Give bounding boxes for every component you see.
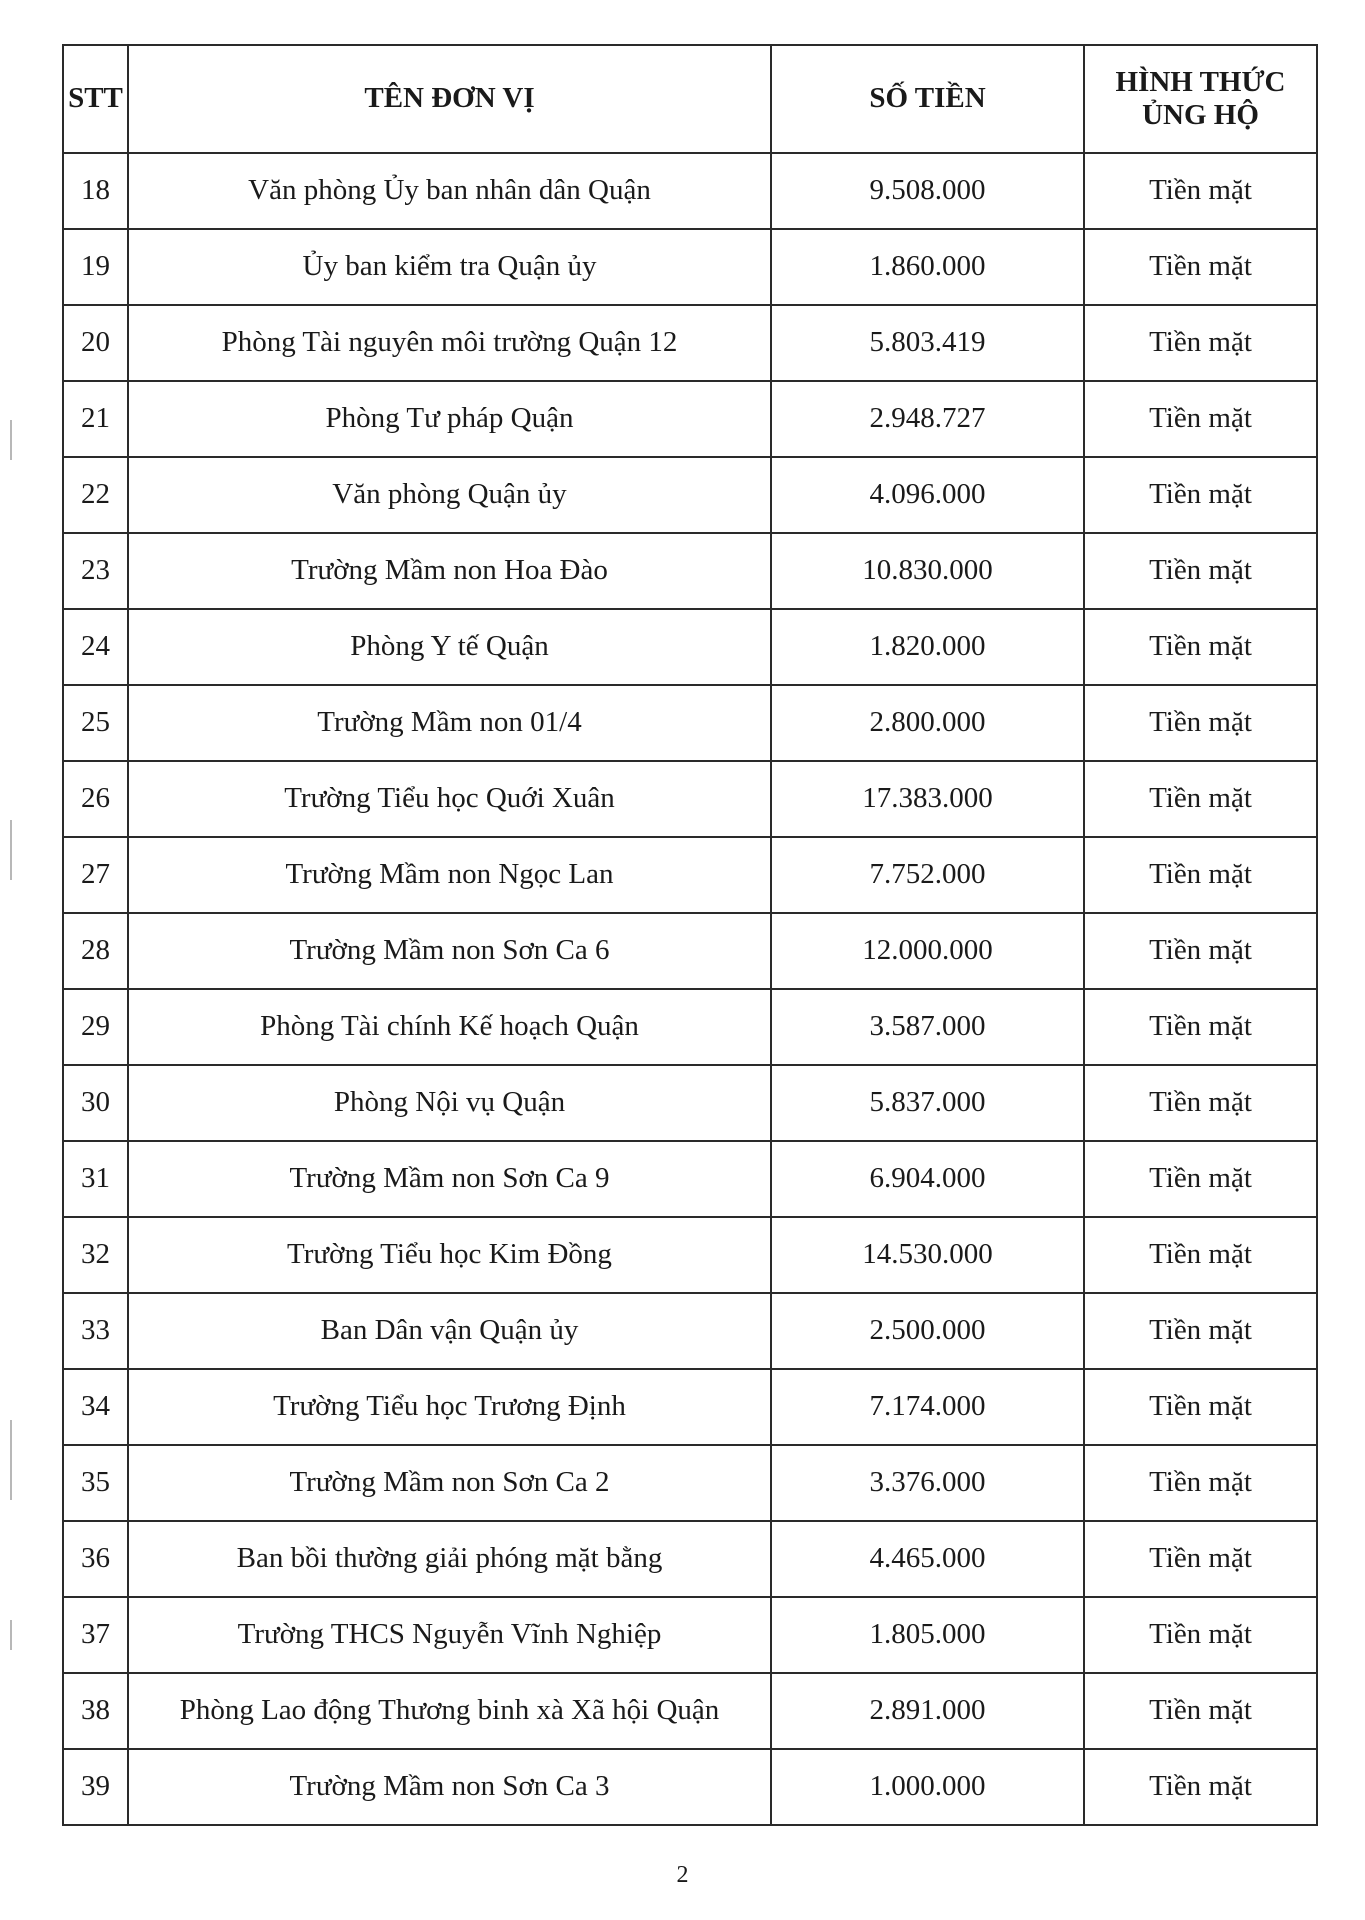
cell-method: Tiền mặt	[1084, 305, 1317, 381]
cell-method: Tiền mặt	[1084, 1749, 1317, 1825]
cell-unit-name: Văn phòng Quận ủy	[128, 457, 771, 533]
cell-unit-name: Phòng Lao động Thương binh xà Xã hội Quận	[128, 1673, 771, 1749]
cell-method: Tiền mặt	[1084, 837, 1317, 913]
table-row	[63, 1217, 1317, 1293]
table-row	[63, 1749, 1317, 1825]
table-row	[63, 153, 1317, 229]
cell-method: Tiền mặt	[1084, 1369, 1317, 1445]
table-row	[63, 837, 1317, 913]
cell-amount: 1.860.000	[771, 229, 1084, 305]
table-row	[63, 1445, 1317, 1521]
cell-amount: 4.096.000	[771, 457, 1084, 533]
cell-unit-name: Trường Mầm non Hoa Đào	[128, 533, 771, 609]
cell-unit-name: Trường Tiểu học Trương Định	[128, 1369, 771, 1445]
cell-amount: 1.805.000	[771, 1597, 1084, 1673]
cell-amount: 1.820.000	[771, 609, 1084, 685]
cell-stt: 36	[63, 1521, 128, 1597]
header-method-line1: HÌNH THỨC	[1115, 65, 1286, 98]
cell-amount: 6.904.000	[771, 1141, 1084, 1217]
table-row	[63, 1521, 1317, 1597]
cell-unit-name: Phòng Nội vụ Quận	[128, 1065, 771, 1141]
header-stt: STT	[63, 45, 128, 153]
cell-method: Tiền mặt	[1084, 1217, 1317, 1293]
cell-stt: 20	[63, 305, 128, 381]
cell-unit-name: Trường Mầm non Sơn Ca 9	[128, 1141, 771, 1217]
cell-method: Tiền mặt	[1084, 1065, 1317, 1141]
cell-method: Tiền mặt	[1084, 1445, 1317, 1521]
cell-method: Tiền mặt	[1084, 229, 1317, 305]
cell-method: Tiền mặt	[1084, 913, 1317, 989]
cell-stt: 32	[63, 1217, 128, 1293]
table-row	[63, 305, 1317, 381]
cell-method: Tiền mặt	[1084, 1521, 1317, 1597]
cell-amount: 7.752.000	[771, 837, 1084, 913]
cell-amount: 12.000.000	[771, 913, 1084, 989]
cell-unit-name: Phòng Y tế Quận	[128, 609, 771, 685]
table-row	[63, 989, 1317, 1065]
scan-margin-mark	[10, 420, 12, 460]
cell-unit-name: Trường Mầm non Sơn Ca 2	[128, 1445, 771, 1521]
cell-stt: 34	[63, 1369, 128, 1445]
cell-method: Tiền mặt	[1084, 761, 1317, 837]
cell-unit-name: Trường Mầm non Sơn Ca 6	[128, 913, 771, 989]
cell-method: Tiền mặt	[1084, 1597, 1317, 1673]
cell-method: Tiền mặt	[1084, 533, 1317, 609]
cell-unit-name: Ban bồi thường giải phóng mặt bằng	[128, 1521, 771, 1597]
cell-unit-name: Trường Mầm non Sơn Ca 3	[128, 1749, 771, 1825]
cell-method: Tiền mặt	[1084, 989, 1317, 1065]
cell-stt: 38	[63, 1673, 128, 1749]
scan-margin-mark	[10, 820, 12, 880]
header-name: TÊN ĐƠN VỊ	[128, 45, 771, 153]
table-body	[63, 153, 1317, 1825]
table-row	[63, 533, 1317, 609]
cell-stt: 25	[63, 685, 128, 761]
cell-amount: 1.000.000	[771, 1749, 1084, 1825]
cell-stt: 33	[63, 1293, 128, 1369]
cell-stt: 21	[63, 381, 128, 457]
cell-method: Tiền mặt	[1084, 381, 1317, 457]
cell-amount: 2.891.000	[771, 1673, 1084, 1749]
cell-stt: 27	[63, 837, 128, 913]
cell-amount: 2.800.000	[771, 685, 1084, 761]
table-row	[63, 229, 1317, 305]
cell-stt: 19	[63, 229, 128, 305]
cell-method: Tiền mặt	[1084, 609, 1317, 685]
header-method-line2: ỦNG HỘ	[1142, 99, 1259, 131]
cell-unit-name: Phòng Tài chính Kế hoạch Quận	[128, 989, 771, 1065]
table-row	[63, 1141, 1317, 1217]
cell-unit-name: Trường Tiểu học Kim Đồng	[128, 1217, 771, 1293]
cell-amount: 10.830.000	[771, 533, 1084, 609]
cell-unit-name: Trường Tiểu học Quới Xuân	[128, 761, 771, 837]
cell-unit-name: Ủy ban kiểm tra Quận ủy	[128, 229, 771, 305]
table-row	[63, 1065, 1317, 1141]
cell-amount: 4.465.000	[771, 1521, 1084, 1597]
cell-unit-name: Trường Mầm non Ngọc Lan	[128, 837, 771, 913]
cell-stt: 22	[63, 457, 128, 533]
cell-stt: 23	[63, 533, 128, 609]
cell-amount: 9.508.000	[771, 153, 1084, 229]
cell-amount: 2.500.000	[771, 1293, 1084, 1369]
header-amount: SỐ TIỀN	[771, 45, 1084, 153]
cell-amount: 5.837.000	[771, 1065, 1084, 1141]
cell-stt: 28	[63, 913, 128, 989]
cell-unit-name: Phòng Tư pháp Quận	[128, 381, 771, 457]
cell-stt: 37	[63, 1597, 128, 1673]
scan-margin-mark	[10, 1420, 12, 1500]
table-row	[63, 381, 1317, 457]
table-row	[63, 457, 1317, 533]
cell-method: Tiền mặt	[1084, 457, 1317, 533]
cell-amount: 7.174.000	[771, 1369, 1084, 1445]
cell-amount: 14.530.000	[771, 1217, 1084, 1293]
cell-stt: 35	[63, 1445, 128, 1521]
cell-stt: 18	[63, 153, 128, 229]
cell-method: Tiền mặt	[1084, 153, 1317, 229]
cell-amount: 2.948.727	[771, 381, 1084, 457]
scan-margin-mark	[10, 1620, 12, 1650]
cell-method: Tiền mặt	[1084, 1141, 1317, 1217]
cell-unit-name: Ban Dân vận Quận ủy	[128, 1293, 771, 1369]
table-row	[63, 913, 1317, 989]
header-method	[1084, 45, 1317, 153]
cell-unit-name: Trường THCS Nguyễn Vĩnh Nghiệp	[128, 1597, 771, 1673]
table-row	[63, 1293, 1317, 1369]
table-row	[63, 1673, 1317, 1749]
cell-amount: 3.587.000	[771, 989, 1084, 1065]
cell-stt: 24	[63, 609, 128, 685]
cell-method: Tiền mặt	[1084, 1293, 1317, 1369]
cell-stt: 26	[63, 761, 128, 837]
table-row	[63, 1597, 1317, 1673]
cell-unit-name: Văn phòng Ủy ban nhân dân Quận	[128, 153, 771, 229]
cell-stt: 30	[63, 1065, 128, 1141]
cell-method: Tiền mặt	[1084, 1673, 1317, 1749]
cell-amount: 3.376.000	[771, 1445, 1084, 1521]
cell-stt: 29	[63, 989, 128, 1065]
table-header-row	[63, 45, 1317, 153]
cell-amount: 5.803.419	[771, 305, 1084, 381]
cell-method: Tiền mặt	[1084, 685, 1317, 761]
table-row	[63, 609, 1317, 685]
table-row	[63, 685, 1317, 761]
cell-amount: 17.383.000	[771, 761, 1084, 837]
page-number: 2	[676, 1862, 689, 1888]
donation-table	[62, 44, 1318, 1826]
table-row	[63, 1369, 1317, 1445]
table-row	[63, 761, 1317, 837]
cell-stt: 39	[63, 1749, 128, 1825]
cell-unit-name: Phòng Tài nguyên môi trường Quận 12	[128, 305, 771, 381]
cell-unit-name: Trường Mầm non 01/4	[128, 685, 771, 761]
cell-stt: 31	[63, 1141, 128, 1217]
